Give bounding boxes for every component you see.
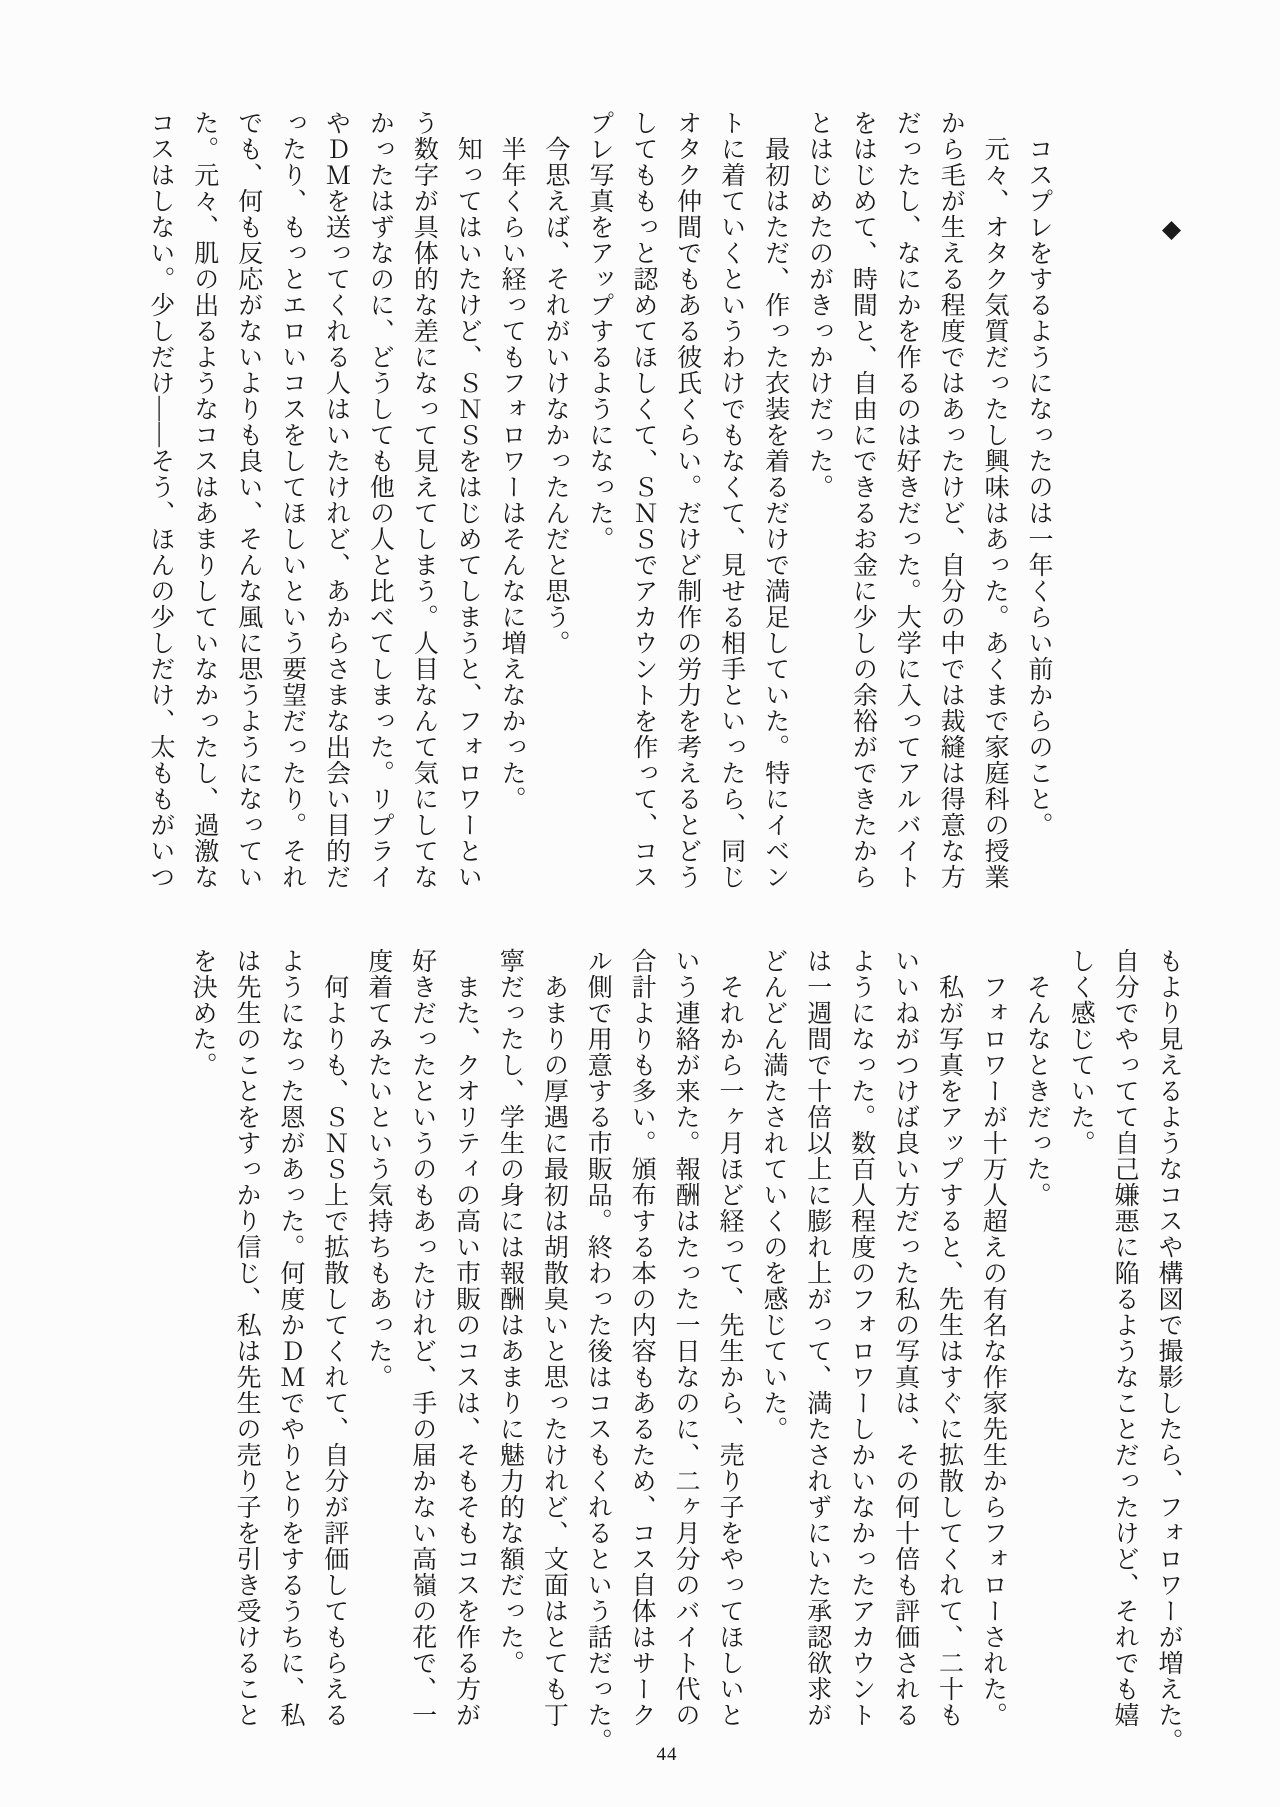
text-line: 元々、オタク気質だったし興味はあった。あくまで家庭科の授業 <box>981 110 1009 890</box>
bottom-text-block <box>180 948 1190 1768</box>
text-line: しく感じていた。 <box>1067 948 1095 1156</box>
text-line: は先生のことをすっかり信じ、私は先生の売り子を引き受けること <box>232 948 260 1728</box>
text-line: プレ写真をアップするようになった。 <box>585 110 613 552</box>
text-line: ようになった恩があった。何度かＤＭでやりとりをするうちに、私 <box>276 948 304 1728</box>
text-line: 寧だったし、学生の身には報酬はあまりに魅力的な額だった。 <box>496 948 524 1676</box>
page-number: 44 <box>656 1744 678 1765</box>
text-line: ようになった。数百人程度のフォロワーしかいなかったアカウント <box>847 948 875 1728</box>
text-line: 合計よりも多い。頒布する本の内容もあるため、コス自体はサーク <box>628 948 656 1728</box>
text-line: から毛が生える程度ではあったけど、自分の中では裁縫は得意な方 <box>937 110 965 890</box>
text-line: 半年くらい経ってもフォロワーはそんなに増えなかった。 <box>498 110 526 812</box>
text-line: ル側で用意する市販品。終わった後はコスもくれるという話だった。 <box>584 948 612 1754</box>
text-line: してももっと認めてほしくて、ＳＮＳでアカウントを作って、コス <box>629 110 657 890</box>
text-line: どんどん満たされていくのを感じていた。 <box>759 948 787 1442</box>
text-line: た。元々、肌の出るようなコスはあまりしていなかったし、過激な <box>190 110 218 890</box>
text-line: 好きだったというのもあったけれど、手の届かない高嶺の花で、一 <box>408 948 436 1728</box>
text-line: かったはずなのに、どうしても他の人と比べてしまった。リプライ <box>366 110 394 890</box>
text-line: オタク仲間でもある彼氏くらい。だけど制作の労力を考えるとどう <box>673 110 701 890</box>
text-line: う数字が具体的な差になって見えてしまう。人目なんて気にしてな <box>410 110 438 890</box>
text-line: だったし、なにかを作るのは好きだった。大学に入ってアルバイト <box>893 110 921 890</box>
text-line: 自分でやってて自己嫌悪に陥るようなことだったけど、それでも嬉 <box>1111 948 1139 1728</box>
top-text-block <box>138 110 1060 920</box>
text-line: 私が写真をアップすると、先生はすぐに拡散してくれて、二十も <box>935 948 963 1728</box>
text-line: でも、何も反応がないよりも良い、そんな風に思うようになってい <box>234 110 262 890</box>
text-line: コスはしない。少しだけ――そう、ほんの少しだけ、太ももがいつ <box>146 110 174 890</box>
text-line: やＤＭを送ってくれる人はいたけれど、あからさまな出会い目的だ <box>322 110 350 890</box>
text-line: をはじめて、時間と、自由にできるお金に少しの余裕ができたから <box>849 110 877 890</box>
section-marker-diamond: ◆ <box>1157 214 1184 244</box>
text-line: それから一ヶ月ほど経って、先生から、売り子をやってほしいと <box>715 948 743 1728</box>
text-line: 最初はただ、作った衣装を着るだけで満足していた。特にイベン <box>761 110 789 890</box>
text-line: は一週間で十倍以上に膨れ上がって、満たされずにいた承認欲求が <box>803 948 831 1728</box>
text-line: あまりの厚遇に最初は胡散臭いと思ったけれど、文面はとても丁 <box>540 948 568 1728</box>
text-line: コスプレをするようになったのは一年くらい前からのこと。 <box>1025 110 1052 838</box>
text-line: そんなときだった。 <box>1023 948 1051 1208</box>
text-line: ったり、もっとエロいコスをしてほしいという要望だったり。それ <box>278 110 306 890</box>
text-line: とはじめたのがきっかけだった。 <box>805 110 833 500</box>
text-line: フォロワーが十万人超えの有名な作家先生からフォローされた。 <box>979 948 1007 1728</box>
text-line: 知ってはいたけど、ＳＮＳをはじめてしまうと、フォロワーとい <box>454 110 482 890</box>
text-line: 今思えば、それがいけなかったんだと思う。 <box>542 110 570 656</box>
text-line: いいねがつけば良い方だった私の写真は、その何十倍も評価される <box>891 948 919 1728</box>
text-line: 何よりも、ＳＮＳ上で拡散してくれて、自分が評価してもらえる <box>320 948 348 1728</box>
text-line: を決めた。 <box>189 948 217 1078</box>
text-line: もより見えるようなコスや構図で撮影したら、フォロワーが増えた。 <box>1155 948 1182 1754</box>
text-line: 度着てみたいという気持ちもあった。 <box>364 948 392 1390</box>
text-line: いう連絡が来た。報酬はたった一日なのに、二ヶ月分のバイト代の <box>672 948 700 1728</box>
text-line: また、クオリティの高い市販のコスは、そもそもコスを作る方が <box>452 948 480 1728</box>
text-line: トに着ていくというわけでもなくて、見せる相手といったら、同じ <box>717 110 745 890</box>
